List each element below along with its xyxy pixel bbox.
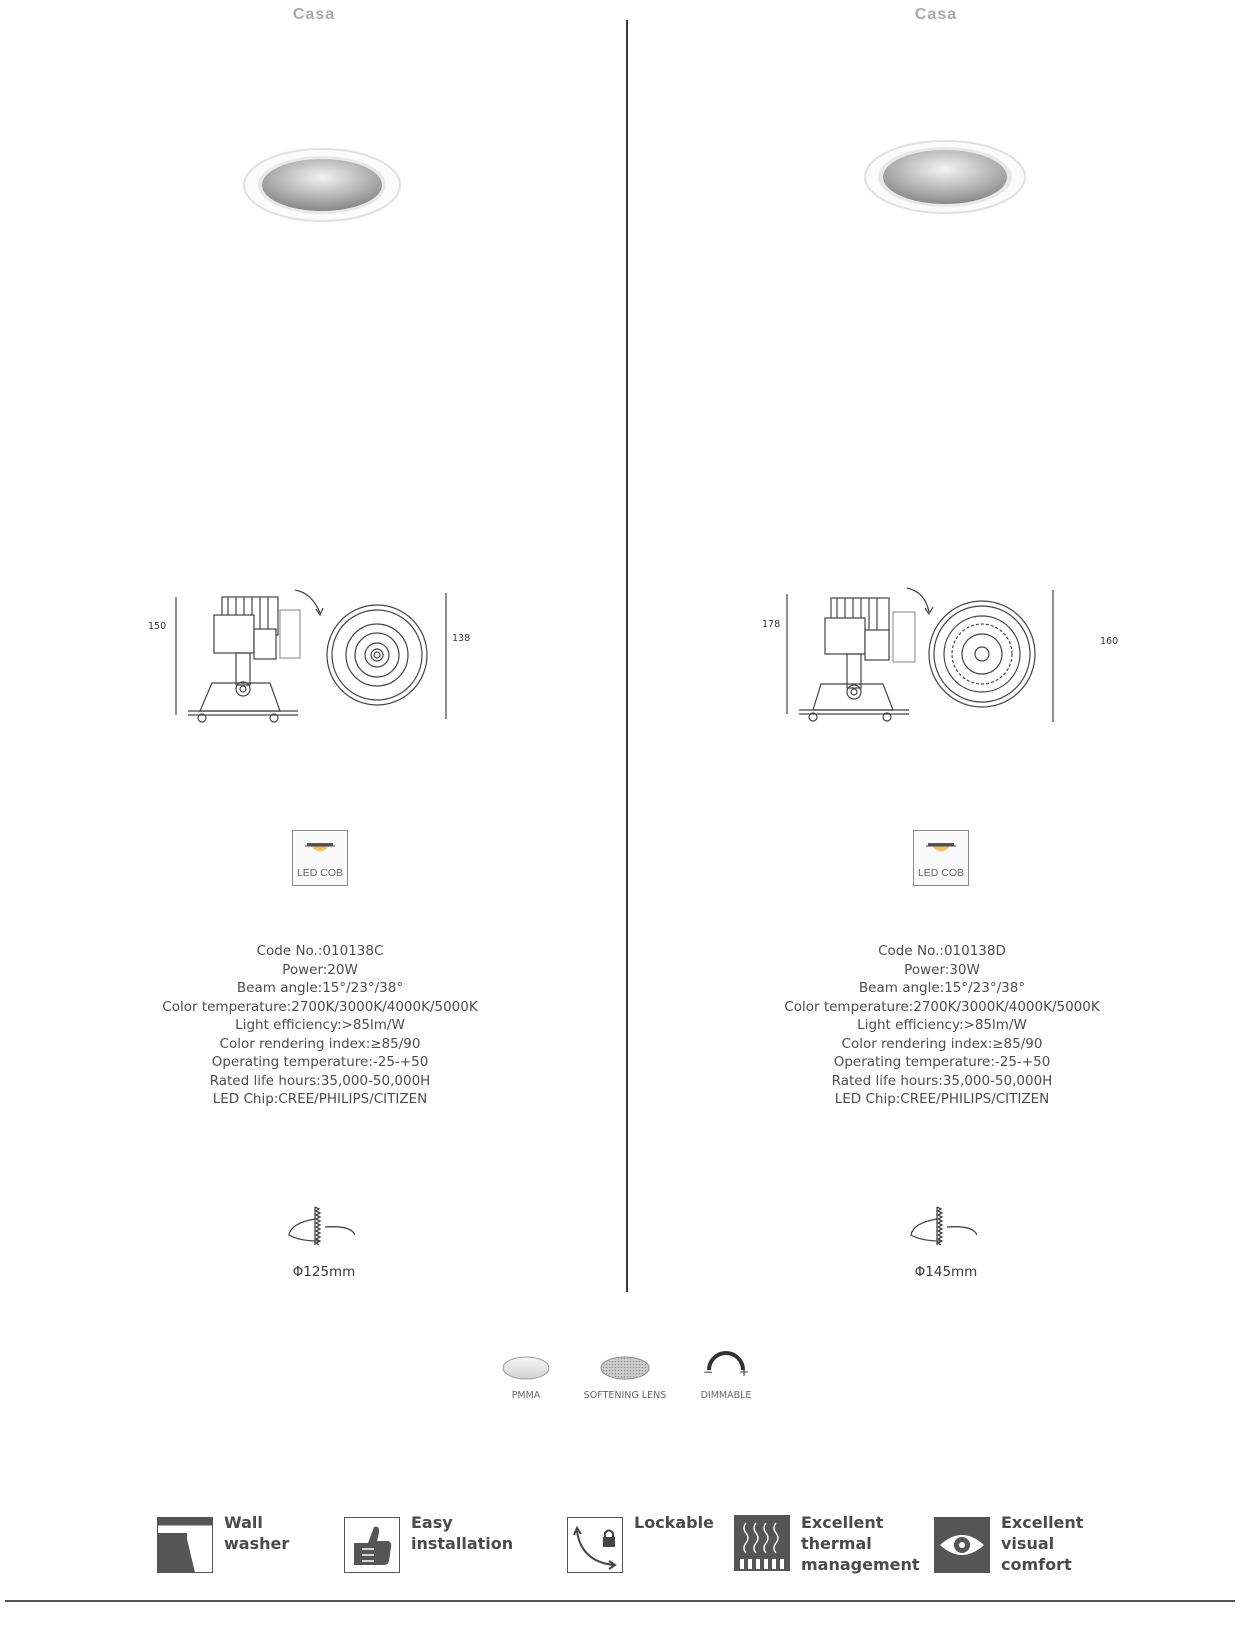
technical-drawing bbox=[150, 585, 490, 735]
spec-list bbox=[70, 942, 570, 1109]
led-cob-label: LED COB bbox=[917, 867, 965, 879]
feature-label-lockable: Lockable bbox=[634, 1513, 714, 1532]
wall-washer-icon bbox=[157, 1517, 213, 1573]
thermal-icon bbox=[734, 1515, 790, 1571]
spec-led-chip: LED Chip:CREE/PHILIPS/CITIZEN bbox=[834, 1091, 1050, 1107]
spec-code: Code No.:010138D bbox=[878, 943, 1006, 959]
spec-light-efficiency: Light efficiency:>85lm/W bbox=[857, 1017, 1027, 1033]
brand-label: Casa bbox=[914, 6, 958, 23]
led-cob-label: LED COB bbox=[296, 867, 344, 879]
led-cob-badge bbox=[913, 830, 969, 886]
spec-operating-temperature: Operating temperature:-25-+50 bbox=[211, 1054, 429, 1070]
spec-beam-angle: Beam angle:15°/23°/38° bbox=[236, 980, 404, 996]
eye-icon bbox=[934, 1517, 990, 1573]
cutout-saw-icon bbox=[285, 1205, 355, 1251]
footer-divider bbox=[5, 1600, 1235, 1602]
spec-operating-temperature: Operating temperature:-25-+50 bbox=[833, 1054, 1051, 1070]
pmma-lens-icon bbox=[501, 1354, 551, 1382]
cutout-diameter: Φ145mm bbox=[914, 1264, 978, 1280]
led-cob-icon bbox=[293, 831, 347, 865]
cutout-diameter: Φ125mm bbox=[292, 1264, 356, 1280]
option-label-softening-lens: SOFTENING LENS bbox=[583, 1390, 667, 1401]
spec-color-temperature: Color temperature:2700K/3000K/4000K/5000K bbox=[784, 998, 1100, 1015]
dimmable-minus-icon: − bbox=[703, 1365, 714, 1379]
product-photo bbox=[863, 137, 1028, 217]
height-dimension: 178 bbox=[762, 619, 781, 630]
spec-list bbox=[692, 942, 1192, 1109]
dimmable-plus-icon: + bbox=[739, 1365, 750, 1379]
spec-rated-life: Rated life hours:35,000-50,000H bbox=[209, 1072, 431, 1089]
spec-cri: Color rendering index:≥85/90 bbox=[219, 1035, 421, 1052]
spec-led-chip: LED Chip:CREE/PHILIPS/CITIZEN bbox=[212, 1091, 428, 1107]
technical-drawing bbox=[773, 580, 1113, 730]
feature-label-visual-comfort: Excellent visual comfort bbox=[1001, 1513, 1084, 1574]
option-label-dimmable: DIMMABLE bbox=[700, 1390, 752, 1401]
spec-rated-life: Rated life hours:35,000-50,000H bbox=[831, 1072, 1053, 1089]
feature-label-thermal-management: Excellent thermal management bbox=[801, 1513, 920, 1574]
spec-light-efficiency: Light efficiency:>85lm/W bbox=[235, 1017, 405, 1033]
thumbs-up-icon bbox=[344, 1517, 400, 1573]
led-cob-icon bbox=[914, 831, 968, 865]
spec-code: Code No.:010138C bbox=[256, 943, 384, 959]
feature-label-wall-washer: Wall washer bbox=[224, 1513, 290, 1553]
spec-cri: Color rendering index:≥85/90 bbox=[841, 1035, 1043, 1052]
spec-beam-angle: Beam angle:15°/23°/38° bbox=[858, 980, 1026, 996]
option-label-pmma: PMMA bbox=[511, 1390, 541, 1401]
diameter-dimension: 138 bbox=[452, 633, 471, 644]
spec-power: Power:30W bbox=[904, 961, 980, 978]
spec-power: Power:20W bbox=[282, 961, 358, 978]
brand-label: Casa bbox=[292, 6, 336, 23]
product-photo bbox=[240, 145, 405, 225]
spec-color-temperature: Color temperature:2700K/3000K/4000K/5000K bbox=[162, 998, 478, 1015]
height-dimension: 150 bbox=[148, 621, 167, 632]
cutout-saw-icon bbox=[907, 1205, 977, 1251]
lock-icon bbox=[567, 1517, 623, 1573]
feature-label-easy-installation: Easy installation bbox=[411, 1513, 514, 1553]
diameter-dimension: 160 bbox=[1100, 636, 1119, 647]
softening-lens-icon bbox=[599, 1354, 651, 1382]
led-cob-badge bbox=[292, 830, 348, 886]
column-divider bbox=[626, 20, 628, 1292]
